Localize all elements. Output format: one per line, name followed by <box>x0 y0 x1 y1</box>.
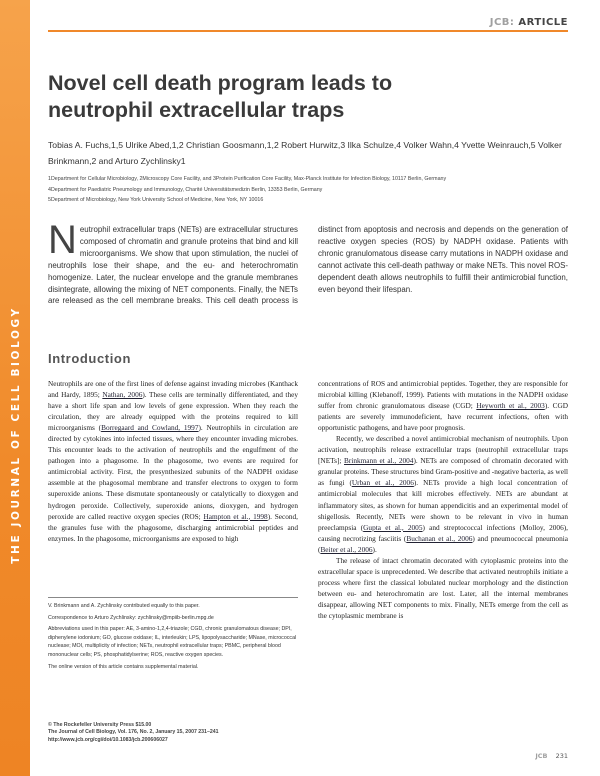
abstract-dropcap: N <box>48 218 77 262</box>
reference-link[interactable]: Urban et al., 2006 <box>351 478 414 488</box>
copyright-block <box>48 722 308 744</box>
body-column-right <box>318 378 568 752</box>
footnote-correspondence: Correspondence to Arturo Zychlinsky: zychlinsky@mpiib-berlin.mpg.de <box>48 614 214 621</box>
citation-line: The Journal of Cell Biology, Vol. 176, No. 2, January 15, 2007 231–241 <box>48 729 219 736</box>
body-text: ). These cells are terminally differentiated, and they have a short life span and low levels of gene expression. When they reach the circulation, they are already equipped with the proteins required to kill microorganisms ( <box>48 390 298 433</box>
reference-link[interactable]: Buchanan et al., 2006 <box>406 533 473 543</box>
footnote-equal-contribution: V. Brinkmann and A. Zychlinsky contributed equally to this paper. <box>48 603 200 609</box>
affiliation-line: 5Department of Microbiology, New York University School of Medicine, New York, NY 10016 <box>48 197 264 203</box>
footnote-abbreviations: Abbreviations used in this paper: AE, 3-amino-1,2,4-triazole; CGD, chronic granulomatous disease; DPI, diphenylene iodonium; GO, glucose oxidase; IL, interleukin; LPS, lipopolysaccharide; MNase, micrococcal nuclease; MOI, multiplicity of infection; NETs, neutrophil extracellular traps; PBMC, peripheral blood mononuclear cells; PS, phosphatidylserine; ROS, reactive oxygen species. <box>48 626 297 658</box>
body-text: Recently, we described a novel antimicrobial mechanism of neutrophils. Upon activation, neutrophils release extracellular traps (neutrophil extracellular traps [NETs]; <box>318 434 568 466</box>
paragraph <box>318 433 568 555</box>
body-text: ). <box>372 544 377 554</box>
body-text: ) and streptococcal infections (Molloy, 2006), causing necrotizing fasciitis ( <box>318 522 568 543</box>
reference-link[interactable]: Beiter et al., 2006 <box>320 544 373 554</box>
copyright-line: © The Rockefeller University Press $15.00 <box>48 722 152 728</box>
journal-logo <box>490 17 568 28</box>
paragraph <box>318 378 568 433</box>
body-text: ). NETs provide a high local concentration of antimicrobial molecules that kill microbes effectively. NETs are abundant at inflammatory sites, as shown for human appendicitis and an experimental model of shigellosis. Recently, NETs were shown to be relevant in vivo in human preeclampsia ( <box>318 478 568 532</box>
author-list: Tobias A. Fuchs,1,5 Ulrike Abed,1,2 Christian Goosmann,1,2 Robert Hurwitz,3 Ilka Schulze,4 Volker Wahn,4 Yvette Weinrauch,5 Volker Brinkmann,2 and Arturo Zychlinsky1 <box>48 140 562 166</box>
logo-article-type: ARTICLE <box>518 17 568 28</box>
paragraph <box>318 555 568 621</box>
section-heading-introduction: Introduction <box>48 351 132 366</box>
doi-link[interactable]: http://www.jcb.org/cgi/doi/10.1083/jcb.200606027 <box>48 736 168 743</box>
footnotes <box>48 602 298 674</box>
reference-link[interactable]: Gupta et al., 2005 <box>363 522 423 532</box>
body-column-left <box>48 378 298 591</box>
abstract <box>48 218 568 316</box>
footer-journal-abbrev: JCB <box>535 752 548 760</box>
footnote-rule <box>48 597 298 598</box>
reference-link[interactable]: Heyworth et al., 2003 <box>476 401 545 411</box>
sidebar-journal-name: THE JOURNAL OF CELL BIOLOGY <box>10 306 22 564</box>
footnote-online: The online version of this article contains supplemental material. <box>48 663 199 670</box>
paragraph <box>48 378 298 544</box>
body-text: Neutrophils are one of the first lines of defense against invading microbes (Kanthack and Hardy, 1895; <box>48 379 298 400</box>
body-text: ). CGD patients are severely immunodeficient, have recurrent infections, often with opportunistic pathogens, and have poor prognosis. <box>318 401 568 433</box>
page-number: 231 <box>555 752 568 760</box>
affiliation-line: 1Department for Cellular Microbiology, 2Microscopy Core Facility, and 3Protein Purification Core Facility, Max-Planck Institute for Infection Biology, 10117 Berlin, Germany <box>48 176 447 182</box>
logo-prefix: JCB: <box>489 17 515 28</box>
body-text: ). Neutrophils in circulation are directed by cytokines into infected tissues, where they encounter invading microbes. This encounter leads to the activation of neutrophils and the engulfment of the pathogen into a phagosome. In the phagosome, two events are required for antimicrobial activity. First, the presynthesized subunits of the NADPH oxidase assemble at the phagosomal membrane and transfer electrons to oxygen to form superoxide anions. These dismutate spontaneously or catalytically to dioxygen and hydrogen peroxide. Collectively, superoxide anions, dioxygen, and hydrogen peroxide are called reactive oxygen species (ROS; <box>48 423 298 521</box>
reference-link[interactable]: Borregaard and Cowland, 1997 <box>101 423 199 433</box>
journal-sidebar <box>0 0 30 776</box>
body-text: ) and pneumococcal pneumonia ( <box>318 533 568 554</box>
body-text: ). NETs are composed of chromatin decorated with granular proteins. These structures bind Gram-positive and -negative bacteria, as well as fungi ( <box>318 456 568 488</box>
affiliations <box>48 174 568 206</box>
body-text: concentrations of ROS and antimicrobial peptides. Together, they are responsible for microbial killing (Klebanoff, 1999). Patients with mutations in the NADPH oxidase suffer from chronic granulomatous disease (CGD; <box>318 379 568 411</box>
abstract-text: eutrophil extracellular traps (NETs) are extracellular structures composed of chromatin and granule proteins that bind and kill microorganisms. We show that upon stimulation, the nuclei of neutrophils lose their shape, and the eu- and heterochromatin homogenize. Later, the nuclear envelope and the granule membranes disintegrate, allowing the mixing of NET components. Finally, the NETs are released as the cell membrane breaks. This cell death process is distinct from apoptosis and necrosis and depends on the generation of reactive oxygen species (ROS) by NADPH oxidase. Patients with chronic granulomatous disease carry mutations in NADPH oxidase and cannot activate this cell-death pathway or make NETs. This novel ROS-dependent death allows neutrophils to fulfill their antimicrobial function, even beyond their lifespan. <box>48 225 568 306</box>
reference-link[interactable]: Nathan, 2006 <box>102 390 143 400</box>
reference-link[interactable]: Brinkmann et al., 2004 <box>344 456 414 466</box>
affiliation-line: 4Department for Paediatric Pneumology and Immunology, Charité Universitätsmedizin Berlin, 13353 Berlin, Germany <box>48 186 323 193</box>
page-footer <box>535 752 568 760</box>
body-text: The release of intact chromatin decorated with cytoplasmic proteins into the extracellular space is unprecedented. We describe that activated neutrophils initiate a process where first the classical lobulated nuclear morphology and the distinction between eu- and heterochromatin are lost. Later, all the internal membranes disappear, allowing NET components to mix. Finally, NETs emerge from the cell as the cytoplasmic membrane is <box>318 555 568 620</box>
header-rule <box>48 30 568 32</box>
body-text: ). Second, the granules fuse with the phagosome, discharging antimicrobial peptides and enzymes. In the phagosome, microorganisms are exposed to high <box>48 511 298 543</box>
article-title: Novel cell death program leads to neutrophil extracellular traps <box>48 71 393 122</box>
reference-link[interactable]: Hampton et al., 1998 <box>203 511 268 521</box>
